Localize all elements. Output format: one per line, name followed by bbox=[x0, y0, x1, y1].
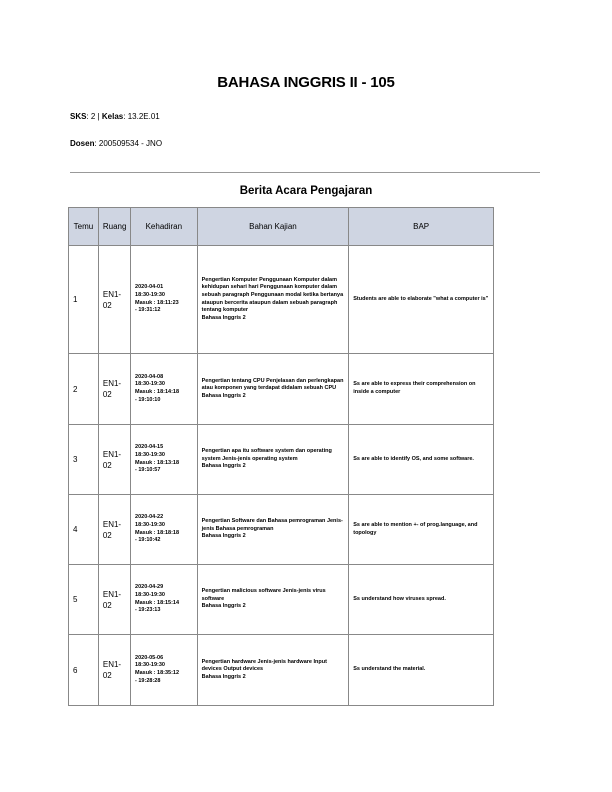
attendance-schedule: 18:30-19:30 bbox=[135, 291, 165, 298]
bahan-subject: Bahasa Inggris 2 bbox=[201, 673, 246, 680]
bahan-text: Pengertian tentang CPU Penjelasan dan perlengkapan atau komponen yang terdapat didalam sebuah CPU bbox=[201, 377, 344, 392]
cell-ruang: EN1-02 bbox=[98, 565, 130, 635]
divider-line bbox=[70, 172, 540, 173]
attendance-out: - 19:10:42 bbox=[135, 537, 161, 544]
attendance-in: Masuk : 18:15:14 bbox=[135, 599, 180, 606]
cell-bahan-kajian bbox=[197, 425, 349, 495]
cell-kehadiran bbox=[131, 425, 198, 495]
table-row bbox=[69, 565, 494, 635]
header-bahan-kajian: Bahan Kajian bbox=[197, 208, 349, 246]
cell-ruang: EN1-02 bbox=[98, 354, 130, 425]
cell-kehadiran bbox=[131, 635, 198, 706]
cell-temu: 2 bbox=[69, 354, 99, 425]
dosen-value: 200509534 - JNO bbox=[98, 139, 163, 148]
cell-bahan-kajian bbox=[197, 354, 349, 425]
document-title: BAHASA INGGRIS II - 105 bbox=[217, 74, 395, 91]
cell-kehadiran bbox=[131, 565, 198, 635]
attendance-out: - 19:10:10 bbox=[135, 396, 161, 403]
attendance-schedule: 18:30-19:30 bbox=[135, 662, 165, 669]
meta-divider: | bbox=[95, 112, 102, 121]
cell-bap: Students are able to elaborate "what a computer is" bbox=[349, 246, 494, 354]
sks-separator: : bbox=[86, 112, 91, 121]
cell-bahan-kajian bbox=[197, 635, 349, 706]
attendance-date: 2020-04-01 bbox=[135, 284, 164, 291]
sks-value: 2 bbox=[90, 112, 96, 121]
attendance-in: Masuk : 18:13:18 bbox=[135, 459, 180, 466]
cell-temu: 6 bbox=[69, 635, 99, 706]
table-row bbox=[69, 246, 494, 354]
bahan-text: Pengertian Software dan Bahasa pemrograman Jenis-jenis Bahasa pemrograman bbox=[201, 518, 343, 532]
cell-ruang: EN1-02 bbox=[98, 425, 130, 495]
attendance-date: 2020-04-22 bbox=[135, 514, 164, 521]
kelas-separator: : bbox=[123, 112, 128, 121]
attendance-date: 2020-04-29 bbox=[135, 584, 164, 591]
bahan-text: Pengertian malicious software Jenis-jenis virus software bbox=[201, 588, 326, 602]
cell-bahan-kajian bbox=[197, 565, 349, 635]
dosen-separator: : bbox=[94, 139, 99, 148]
attendance-out: - 19:10:57 bbox=[135, 467, 161, 474]
bap-table bbox=[68, 207, 494, 706]
cell-temu: 1 bbox=[69, 246, 99, 354]
attendance-schedule: 18:30-19:30 bbox=[135, 381, 165, 388]
attendance-schedule: 18:30-19:30 bbox=[135, 591, 165, 598]
section-title: Berita Acara Pengajaran bbox=[239, 185, 373, 197]
table-header-row bbox=[69, 208, 494, 246]
table-row bbox=[69, 425, 494, 495]
table-row bbox=[69, 354, 494, 425]
sks-label: SKS bbox=[70, 112, 87, 121]
cell-kehadiran bbox=[131, 354, 198, 425]
course-meta bbox=[70, 112, 160, 121]
attendance-out: - 19:28:28 bbox=[135, 677, 161, 684]
cell-ruang: EN1-02 bbox=[98, 635, 130, 706]
cell-bap: Ss are able to mention +- of prog.language, and topology bbox=[349, 495, 494, 565]
cell-kehadiran bbox=[131, 495, 198, 565]
dosen-label: Dosen bbox=[70, 139, 95, 148]
attendance-out: - 19:23:13 bbox=[135, 607, 161, 614]
cell-bap: Ss are able to express their comprehension on inside a computer bbox=[349, 354, 494, 425]
attendance-date: 2020-05-06 bbox=[135, 654, 164, 661]
bahan-subject: Bahasa Inggris 2 bbox=[201, 463, 246, 470]
cell-bap: Ss are able to identify OS, and some software. bbox=[349, 425, 494, 495]
cell-bahan-kajian bbox=[197, 246, 349, 354]
header-kehadiran: Kehadiran bbox=[131, 208, 198, 246]
attendance-schedule: 18:30-19:30 bbox=[135, 451, 165, 458]
cell-temu: 3 bbox=[69, 425, 99, 495]
attendance-in: Masuk : 18:18:18 bbox=[135, 529, 180, 536]
kelas-label: Kelas bbox=[101, 112, 124, 121]
attendance-schedule: 18:30-19:30 bbox=[135, 521, 165, 528]
cell-ruang: EN1-02 bbox=[98, 246, 130, 354]
attendance-out: - 19:31:12 bbox=[135, 307, 161, 314]
bahan-subject: Bahasa Inggris 2 bbox=[201, 314, 246, 321]
cell-temu: 4 bbox=[69, 495, 99, 565]
bahan-text: Pengertian apa itu software system dan operating system Jenis-jenis operating system bbox=[201, 448, 332, 462]
bahan-text: Pengertian hardware Jenis-jenis hardware Input devices Output devices bbox=[201, 658, 327, 673]
kelas-value: 13.2E.01 bbox=[127, 112, 160, 121]
attendance-date: 2020-04-08 bbox=[135, 373, 164, 380]
bahan-subject: Bahasa Inggris 2 bbox=[201, 603, 246, 610]
bahan-subject: Bahasa Inggris 2 bbox=[201, 533, 246, 540]
attendance-in: Masuk : 18:14:18 bbox=[135, 389, 180, 395]
cell-bahan-kajian bbox=[197, 495, 349, 565]
attendance-date: 2020-04-15 bbox=[135, 444, 164, 451]
cell-bap: Ss understand the material. bbox=[349, 635, 494, 706]
table-row bbox=[69, 635, 494, 706]
bahan-subject: Bahasa Inggris 2 bbox=[201, 392, 246, 399]
cell-temu: 5 bbox=[69, 565, 99, 635]
bahan-text: Pengertian Komputer Penggunaan Komputer dalam kehidupan sehari hari Penggunaan komputer dalam sebuah paragraph Penggunaan modal ketika bertanya ataupun bercerita ataupun dalam sebuah paragraph tentang komputer bbox=[201, 276, 344, 314]
attendance-in: Masuk : 18:35:12 bbox=[135, 670, 180, 676]
lecturer-meta bbox=[70, 139, 162, 148]
header-temu: Temu bbox=[69, 208, 99, 246]
cell-bap: Ss understand how viruses spread. bbox=[349, 565, 494, 635]
cell-ruang: EN1-02 bbox=[98, 495, 130, 565]
cell-kehadiran bbox=[131, 246, 198, 354]
header-ruang: Ruang bbox=[98, 208, 130, 246]
header-bap: BAP bbox=[349, 208, 494, 246]
attendance-in: Masuk : 18:11:23 bbox=[135, 299, 179, 306]
table-row bbox=[69, 495, 494, 565]
